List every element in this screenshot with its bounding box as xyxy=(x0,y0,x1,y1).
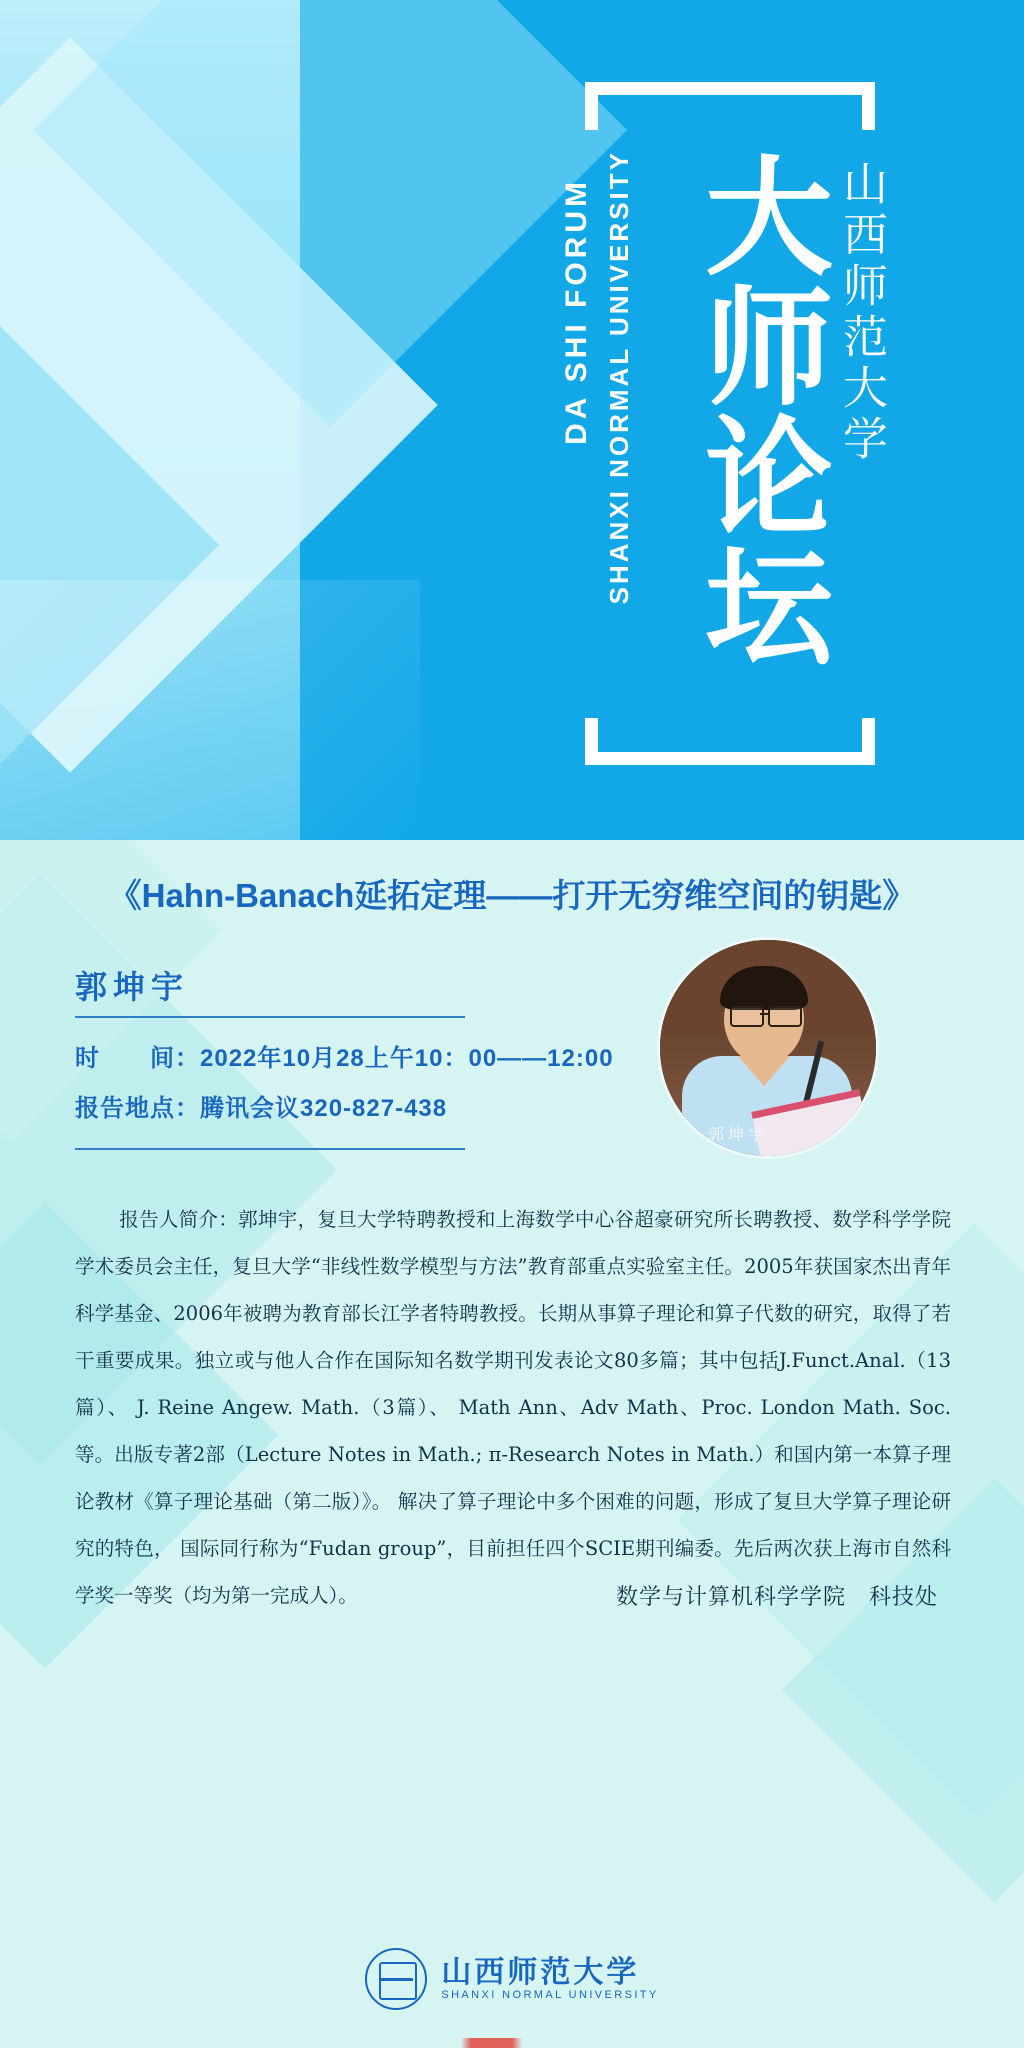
organizer-signature: 数学与计算机科学学院 科技处 xyxy=(615,1585,938,1610)
title-frame-top-right xyxy=(862,82,875,130)
portrait-glasses-bridge xyxy=(760,1013,768,1015)
university-name-en: SHANXI NORMAL UNIVERSITY xyxy=(604,150,634,605)
portrait-glasses-right xyxy=(768,1006,802,1027)
divider-top xyxy=(75,1016,465,1018)
speaker-name: 郭坤宇 xyxy=(75,969,190,1005)
title-frame-bottom-right xyxy=(862,718,875,765)
logo-name-en: SHANXI NORMAL UNIVERSITY xyxy=(441,1989,659,2002)
divider-bottom xyxy=(75,1148,465,1150)
forum-title-en: DA SHI FORUM xyxy=(560,178,593,445)
university-name-cn: 山西师范大学 xyxy=(836,160,887,466)
university-logo-icon xyxy=(365,1948,427,2010)
university-logo-text xyxy=(441,1956,658,2001)
title-frame-bottom-left xyxy=(585,718,598,765)
forum-title: 大师论坛 xyxy=(683,150,832,670)
title-frame-top-left xyxy=(585,82,598,130)
lecture-time: 时 间：2022年10月28上午10：00——12:00 xyxy=(75,1045,614,1072)
lecture-title: 《Hahn-Banach延拓定理——打开无穷维空间的钥匙》 xyxy=(108,877,916,914)
poster-footer xyxy=(0,1948,1024,2010)
portrait-caption: 郭坤宇 xyxy=(708,1127,769,1144)
portrait-glasses-left xyxy=(730,1006,764,1027)
title-frame-top xyxy=(585,82,875,95)
speaker-bio xyxy=(75,1196,951,1619)
logo-name-cn: 山西师范大学 xyxy=(441,1955,640,1991)
bio-text: 报告人简介：郭坤宇，复旦大学特聘教授和上海数学中心谷超豪研究所长聘教授、数学科学学院学术委员会主任，复旦大学“非线性数学模型与方法”教育部重点实验室主任。2005年获国家杰出青年科学基金、2006年被聘为教育部长江学者特聘教授。长期从事算子理论和算子代数的研究，取得了若干重要成果。独立或与他人合作在国际知名数学期刊发表论文80多篇；其中包括J.Funct.Anal.（13篇）、 J. Reine Angew. Math.（3篇）、 Math Ann、Adv Math、Proc. London Math. Soc. 等。出版专著2部（Lecture Notes in Math.; π-Research Notes in Math.）和国内第一本算子理论教材《算子理论基础（第二版）》。 解决了算子理论中多个困难的问题，形成了复旦大学算子理论研究的特色， 国际同行称为“Fudan group”，目前担任四个SCIE期刊编委。先后两次获上海市自然科学奖一等奖（均为第一完成人）。 xyxy=(75,1208,951,1607)
poster-body xyxy=(0,840,1024,2048)
title-frame-bottom xyxy=(585,752,875,765)
speaker-portrait xyxy=(660,940,876,1156)
poster-header xyxy=(0,0,1024,840)
lecture-place: 报告地点：腾讯会议320-827-438 xyxy=(75,1095,448,1122)
footer-strip xyxy=(0,2038,1024,2048)
header-wedge-shape xyxy=(0,580,420,840)
